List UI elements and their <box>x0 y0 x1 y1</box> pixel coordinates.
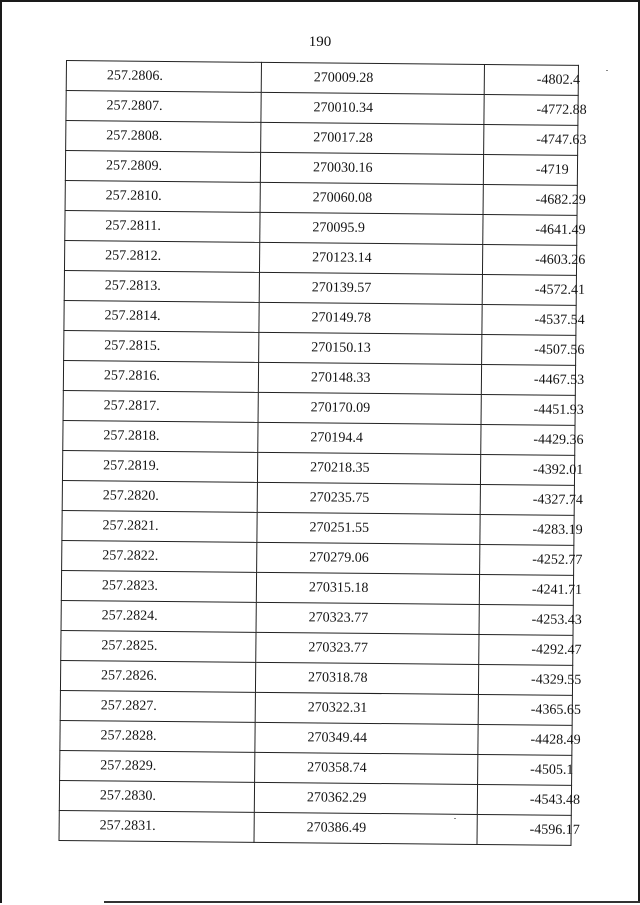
point-number-cell: 257.2807. <box>66 91 261 123</box>
point-number-cell: 257.2828. <box>60 720 255 752</box>
x-coordinate-cell: 270060.08 <box>260 182 483 214</box>
y-coordinate-cell: -4537.54 <box>482 305 576 336</box>
table-row <box>62 510 574 545</box>
table-row <box>63 360 575 395</box>
point-number-cell: 257.2823. <box>61 570 256 602</box>
x-coordinate-cell: 270148.33 <box>258 362 481 394</box>
point-number-cell: 257.2817. <box>63 390 258 422</box>
x-coordinate-cell: 270010.34 <box>261 92 484 124</box>
point-number-cell: 257.2820. <box>62 480 257 512</box>
y-coordinate-cell: -4428.49 <box>478 724 572 755</box>
y-coordinate-cell: -4451.93 <box>481 395 575 426</box>
coordinates-table <box>59 60 587 846</box>
y-coordinate-cell: -4505.1 <box>478 754 572 785</box>
x-coordinate-cell: 270322.31 <box>255 692 478 724</box>
table-row <box>64 300 576 335</box>
table-row <box>64 330 576 365</box>
point-number-cell: 257.2821. <box>62 510 257 542</box>
x-coordinate-cell: 270251.55 <box>257 512 480 544</box>
x-coordinate-cell: 270194.4 <box>258 422 481 454</box>
point-number-cell: 257.2819. <box>62 450 257 482</box>
point-number-cell: 257.2822. <box>62 540 257 572</box>
x-coordinate-cell: 270017.28 <box>261 122 484 154</box>
point-number-cell: 257.2826. <box>60 660 255 692</box>
y-coordinate-cell: -4603.26 <box>482 245 576 276</box>
y-coordinate-cell: -4641.49 <box>483 215 577 246</box>
x-coordinate-cell: 270139.57 <box>259 272 482 304</box>
point-number-cell: 257.2818. <box>63 420 258 452</box>
point-number-cell: 257.2816. <box>63 360 258 392</box>
table-row <box>61 600 573 635</box>
scan-speck <box>454 818 456 819</box>
table-row <box>60 660 572 695</box>
point-number-cell: 257.2825. <box>61 630 256 662</box>
y-coordinate-cell: -4283.19 <box>480 514 574 545</box>
table-row <box>66 61 578 96</box>
x-coordinate-cell: 270323.77 <box>256 632 479 664</box>
point-number-cell: 257.2809. <box>65 151 260 183</box>
point-number-cell: 257.2810. <box>65 180 260 212</box>
point-number-cell: 257.2827. <box>60 690 255 722</box>
y-coordinate-cell: -4327.74 <box>480 484 574 515</box>
table-row <box>63 390 575 425</box>
point-number-cell: 257.2814. <box>64 300 259 332</box>
table-row <box>61 630 573 665</box>
point-number-cell: 257.2830. <box>59 780 254 812</box>
table-body <box>59 61 587 846</box>
table-row <box>66 91 578 126</box>
table-row <box>62 450 574 485</box>
table-row <box>60 750 572 785</box>
y-coordinate-cell: -4543.48 <box>477 784 571 815</box>
point-number-cell: 257.2811. <box>65 210 260 242</box>
y-coordinate-cell: -4429.36 <box>481 425 575 456</box>
coordinates-table-container <box>59 60 587 846</box>
x-coordinate-cell: 270235.75 <box>257 482 480 514</box>
point-number-cell: 257.2829. <box>60 750 255 782</box>
table-row <box>65 210 577 245</box>
table-row <box>66 121 578 156</box>
y-coordinate-cell: -4253.43 <box>479 604 573 635</box>
point-number-cell: 257.2806. <box>66 61 261 93</box>
y-coordinate-cell: -4467.53 <box>481 365 575 396</box>
x-coordinate-cell: 270150.13 <box>259 332 482 364</box>
x-coordinate-cell: 270170.09 <box>258 392 481 424</box>
y-coordinate-cell: -4772.88 <box>484 95 578 126</box>
table-row <box>61 570 573 605</box>
x-coordinate-cell: 270349.44 <box>255 722 478 754</box>
table-row <box>59 810 571 845</box>
y-coordinate-cell: -4596.17 <box>477 814 571 845</box>
point-number-cell: 257.2824. <box>61 600 256 632</box>
y-coordinate-cell: -4292.47 <box>479 634 573 665</box>
point-number-cell: 257.2815. <box>64 330 259 362</box>
scan-speck <box>606 70 608 71</box>
y-coordinate-cell: -4572.41 <box>482 275 576 306</box>
point-number-cell: 257.2812. <box>64 240 259 272</box>
table-row <box>65 151 577 186</box>
y-coordinate-cell: -4241.71 <box>479 574 573 605</box>
y-coordinate-cell: -4365.65 <box>478 694 572 725</box>
y-coordinate-cell: -4252.77 <box>480 544 574 575</box>
x-coordinate-cell: 270318.78 <box>255 662 478 694</box>
x-coordinate-cell: 270009.28 <box>261 62 484 94</box>
page-number: 190 <box>308 34 332 50</box>
table-row <box>59 780 571 815</box>
table-row <box>62 480 574 515</box>
table-row <box>60 690 572 725</box>
x-coordinate-cell: 270095.9 <box>260 212 483 244</box>
x-coordinate-cell: 270149.78 <box>259 302 482 334</box>
table-row <box>63 420 575 455</box>
table-row <box>65 180 577 215</box>
table-row <box>64 270 576 305</box>
x-coordinate-cell: 270386.49 <box>254 812 477 844</box>
x-coordinate-cell: 270362.29 <box>254 782 477 814</box>
x-coordinate-cell: 270358.74 <box>255 752 478 784</box>
x-coordinate-cell: 270218.35 <box>257 452 480 484</box>
point-number-cell: 257.2813. <box>64 270 259 302</box>
x-coordinate-cell: 270315.18 <box>256 572 479 604</box>
table-row <box>62 540 574 575</box>
x-coordinate-cell: 270030.16 <box>260 152 483 184</box>
x-coordinate-cell: 270323.77 <box>256 602 479 634</box>
point-number-cell: 257.2831. <box>59 810 254 842</box>
bottom-edge-line <box>104 901 640 903</box>
y-coordinate-cell: -4329.55 <box>478 664 572 695</box>
table-row <box>64 240 576 275</box>
y-coordinate-cell: -4507.56 <box>482 335 576 366</box>
x-coordinate-cell: 270123.14 <box>259 242 482 274</box>
y-coordinate-cell: -4682.29 <box>483 185 577 216</box>
x-coordinate-cell: 270279.06 <box>257 542 480 574</box>
point-number-cell: 257.2808. <box>66 121 261 153</box>
table-row <box>60 720 572 755</box>
y-coordinate-cell: -4802.4 <box>484 65 578 96</box>
y-coordinate-cell: -4719 <box>483 155 577 186</box>
y-coordinate-cell: -4747.63 <box>484 125 578 156</box>
y-coordinate-cell: -4392.01 <box>480 454 574 485</box>
